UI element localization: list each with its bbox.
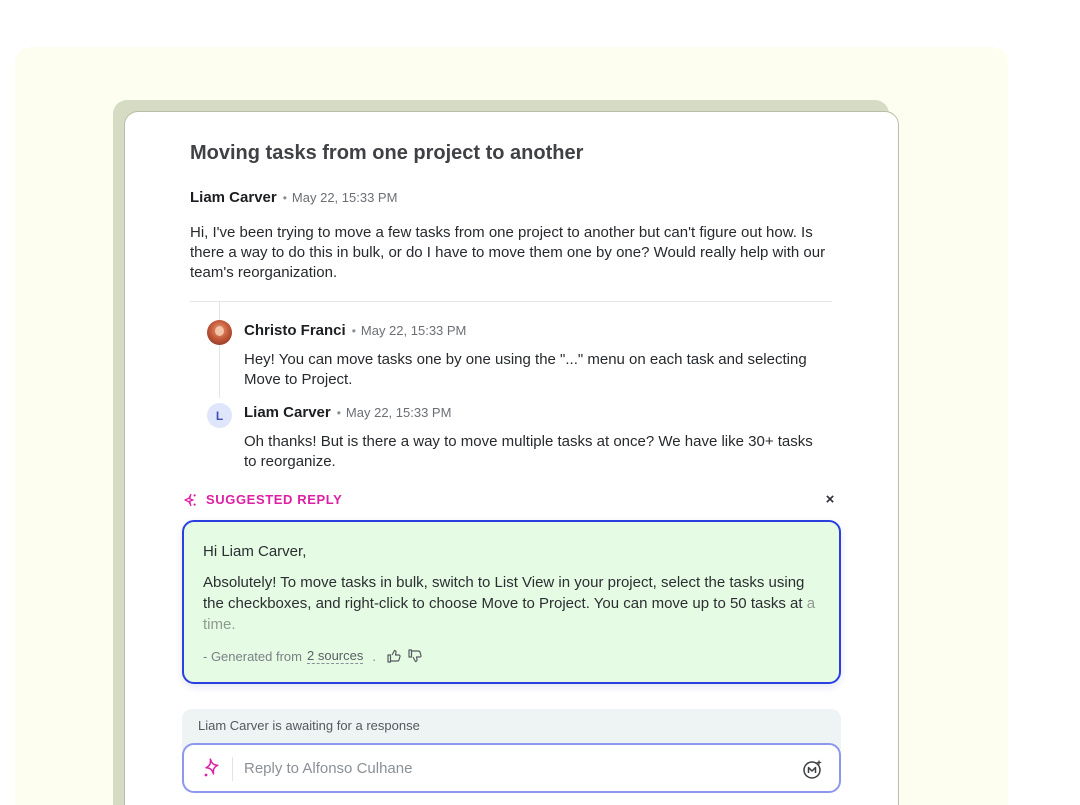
reply-timestamp: May 22, 15:33 PM [360,323,467,338]
suggested-body-faded: a time. [203,595,816,633]
avatar[interactable] [207,320,232,345]
footer-separator: . [372,648,376,664]
composer-divider [232,757,233,781]
meta-separator: • [336,406,341,420]
meta-separator: • [282,191,287,205]
reply-meta [244,404,451,421]
ai-sparkle-icon[interactable] [201,757,223,779]
generated-from-label: - Generated from [203,648,302,664]
thumbs-down-icon[interactable] [407,648,423,664]
thumbs-up-icon[interactable] [386,648,402,664]
reply-body: Hey! You can move tasks one by one using the "..." menu on each task and selecting Move to Project. [244,351,807,388]
thread-divider [190,301,832,302]
suggested-reply-card[interactable] [182,520,841,684]
reply-timestamp: May 22, 15:33 PM [345,405,452,420]
awaiting-status-text: Liam Carver is awaiting for a response [198,718,420,733]
close-icon[interactable]: × [825,491,835,508]
avatar[interactable]: L [207,403,232,428]
reply-composer[interactable] [182,743,841,793]
sources-link[interactable]: 2 sources [307,648,364,663]
thread-connector [219,302,220,398]
suggested-reply-header [183,492,342,507]
reply-author[interactable]: Christo Franci [244,322,346,339]
original-message-meta [190,189,397,206]
original-author[interactable]: Liam Carver [190,189,277,206]
ticket-title: Moving tasks from one project to another [190,142,584,164]
suggested-greeting: Hi Liam Carver, [203,543,307,560]
original-message-body: Hi, I've been trying to move a few tasks from one project to another but can't figure out how. Is there a way to do this in bulk, or do I have to move them one by one? Would really help with our team's reorganization. [190,224,826,281]
suggested-footer [203,648,428,664]
reply-meta [244,322,466,339]
original-timestamp: May 22, 15:33 PM [291,190,398,205]
suggested-body [203,572,829,635]
suggested-body-text: Absolutely! To move tasks in bulk, switch to List View in your project, select the tasks using the checkboxes, and right-click to choose Move to Project. You can move up to 50 tasks at [203,574,805,612]
ai-compose-icon[interactable] [802,758,824,780]
reply-body: Oh thanks! But is there a way to move multiple tasks at once? We have like 30+ tasks to reorganize. [244,433,813,470]
reply-input[interactable] [244,755,784,782]
suggested-reply-label: SUGGESTED REPLY [206,492,343,507]
sparkle-icon [183,493,197,507]
reply-author[interactable]: Liam Carver [244,404,331,421]
meta-separator: • [351,324,356,338]
